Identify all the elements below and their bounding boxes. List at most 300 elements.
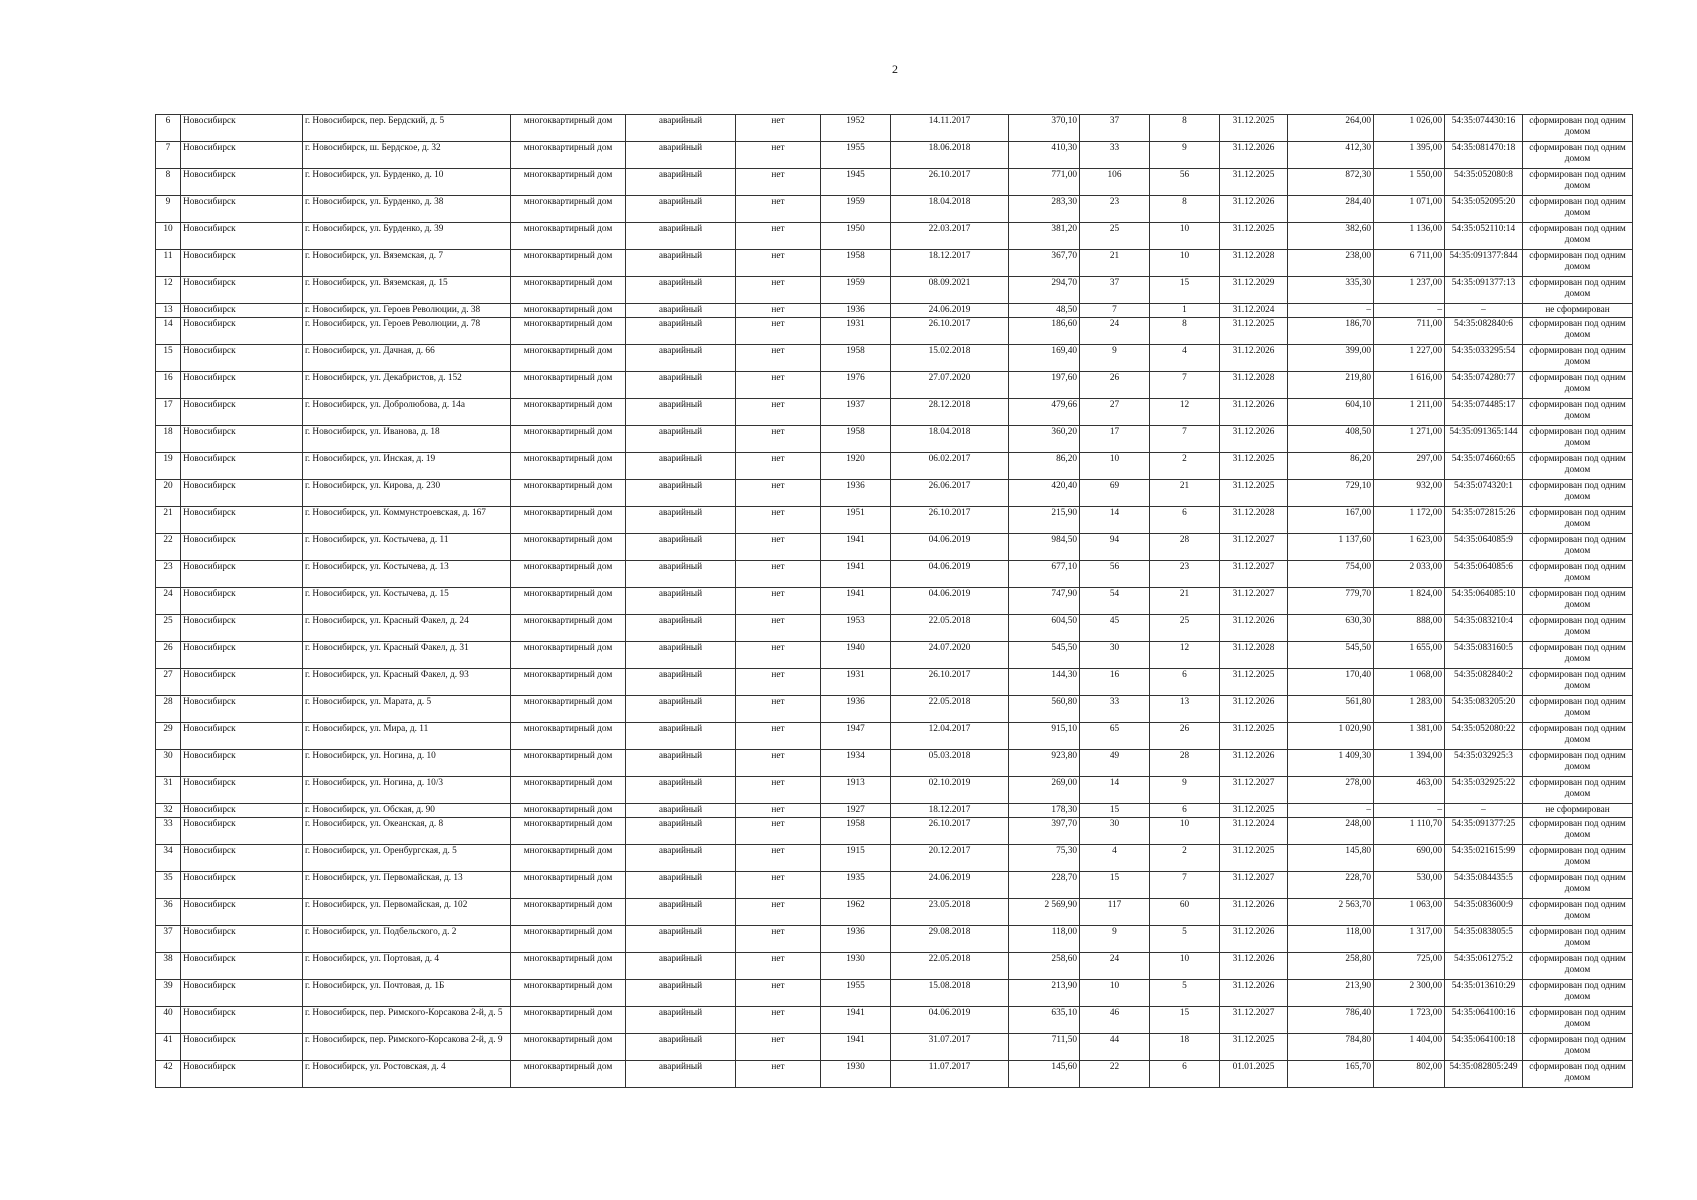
cell-reconstruction-flag: нет: [736, 723, 821, 750]
table-row: [156, 777, 1633, 804]
table-row: [156, 696, 1633, 723]
cell-cadastral-number: 54:35:083210:4: [1445, 615, 1523, 642]
cell-construction-year: 1931: [821, 318, 891, 345]
cell-living-area: 397,70: [1009, 818, 1080, 845]
cell-construction-year: 1936: [821, 304, 891, 318]
cell-house-status: аварийный: [626, 345, 736, 372]
cell-settlement-name: Новосибирск: [181, 750, 303, 777]
cell-land-plot-status: сформирован под одним домом: [1523, 399, 1633, 426]
cell-cadastral-area: 1 227,00: [1374, 345, 1445, 372]
cell-apartments-count: 1: [1150, 304, 1220, 318]
cell-emergency-date: 20.12.2017: [891, 845, 1009, 872]
cell-reconstruction-flag: нет: [736, 980, 821, 1007]
cell-resettlement-deadline: 31.12.2026: [1220, 426, 1288, 453]
cell-house-type: многоквартирный дом: [511, 750, 626, 777]
table-row: [156, 804, 1633, 818]
cell-resettlement-deadline: 31.12.2026: [1220, 142, 1288, 169]
cell-apartments-count: 18: [1150, 1034, 1220, 1061]
cell-construction-year: 1953: [821, 615, 891, 642]
cell-emergency-date: 24.07.2020: [891, 642, 1009, 669]
cell-house-status: аварийный: [626, 561, 736, 588]
cell-cadastral-number: 54:35:052080:22: [1445, 723, 1523, 750]
cell-living-area: 75,30: [1009, 845, 1080, 872]
cell-settlement-name: Новосибирск: [181, 399, 303, 426]
cell-cadastral-number: 54:35:082840:6: [1445, 318, 1523, 345]
cell-residents-count: 54: [1080, 588, 1150, 615]
cell-land-plot-status: сформирован под одним домом: [1523, 426, 1633, 453]
cell-row-number: 9: [156, 196, 181, 223]
cell-land-plot-status: сформирован под одним домом: [1523, 223, 1633, 250]
cell-living-area: 144,30: [1009, 669, 1080, 696]
cell-cadastral-number: –: [1445, 304, 1523, 318]
table-row: [156, 723, 1633, 750]
cell-address: г. Новосибирск, ул. Мира, д. 11: [303, 723, 511, 750]
cell-cadastral-area: 1 394,00: [1374, 750, 1445, 777]
cell-house-status: аварийный: [626, 777, 736, 804]
cell-living-area: 213,90: [1009, 980, 1080, 1007]
cell-cadastral-area: 1 381,00: [1374, 723, 1445, 750]
cell-residents-count: 24: [1080, 953, 1150, 980]
cell-land-area: 228,70: [1288, 872, 1374, 899]
cell-apartments-count: 5: [1150, 980, 1220, 1007]
cell-land-area: 412,30: [1288, 142, 1374, 169]
cell-resettlement-deadline: 31.12.2025: [1220, 453, 1288, 480]
cell-land-plot-status: сформирован под одним домом: [1523, 318, 1633, 345]
cell-reconstruction-flag: нет: [736, 223, 821, 250]
cell-apartments-count: 21: [1150, 480, 1220, 507]
table-row: [156, 669, 1633, 696]
cell-house-type: многоквартирный дом: [511, 615, 626, 642]
cell-cadastral-area: 530,00: [1374, 872, 1445, 899]
cell-reconstruction-flag: нет: [736, 345, 821, 372]
cell-cadastral-number: 54:35:074280:77: [1445, 372, 1523, 399]
cell-settlement-name: Новосибирск: [181, 223, 303, 250]
cell-house-type: многоквартирный дом: [511, 507, 626, 534]
cell-row-number: 11: [156, 250, 181, 277]
cell-land-area: 219,80: [1288, 372, 1374, 399]
cell-row-number: 14: [156, 318, 181, 345]
cell-resettlement-deadline: 31.12.2029: [1220, 277, 1288, 304]
cell-land-area: 399,00: [1288, 345, 1374, 372]
cell-resettlement-deadline: 31.12.2027: [1220, 534, 1288, 561]
cell-residents-count: 30: [1080, 818, 1150, 845]
cell-cadastral-area: –: [1374, 304, 1445, 318]
cell-cadastral-number: 54:35:064085:10: [1445, 588, 1523, 615]
cell-cadastral-number: 54:35:091377:25: [1445, 818, 1523, 845]
cell-reconstruction-flag: нет: [736, 642, 821, 669]
table-row: [156, 926, 1633, 953]
cell-cadastral-number: 54:35:084435:5: [1445, 872, 1523, 899]
cell-reconstruction-flag: нет: [736, 615, 821, 642]
cell-living-area: 420,40: [1009, 480, 1080, 507]
cell-house-type: многоквартирный дом: [511, 926, 626, 953]
cell-settlement-name: Новосибирск: [181, 777, 303, 804]
cell-row-number: 20: [156, 480, 181, 507]
cell-residents-count: 14: [1080, 777, 1150, 804]
cell-land-area: –: [1288, 804, 1374, 818]
cell-living-area: 360,20: [1009, 426, 1080, 453]
cell-land-area: 145,80: [1288, 845, 1374, 872]
cell-emergency-date: 06.02.2017: [891, 453, 1009, 480]
cell-land-area: 604,10: [1288, 399, 1374, 426]
cell-cadastral-number: 54:35:083160:5: [1445, 642, 1523, 669]
cell-apartments-count: 13: [1150, 696, 1220, 723]
cell-living-area: 197,60: [1009, 372, 1080, 399]
cell-residents-count: 69: [1080, 480, 1150, 507]
cell-living-area: 294,70: [1009, 277, 1080, 304]
cell-house-type: многоквартирный дом: [511, 723, 626, 750]
cell-reconstruction-flag: нет: [736, 426, 821, 453]
table-row: [156, 845, 1633, 872]
cell-row-number: 8: [156, 169, 181, 196]
cell-land-area: 2 563,70: [1288, 899, 1374, 926]
cell-emergency-date: 27.07.2020: [891, 372, 1009, 399]
cell-land-area: 165,70: [1288, 1061, 1374, 1088]
cell-resettlement-deadline: 31.12.2027: [1220, 872, 1288, 899]
cell-settlement-name: Новосибирск: [181, 899, 303, 926]
cell-land-area: 1 137,60: [1288, 534, 1374, 561]
cell-land-plot-status: сформирован под одним домом: [1523, 196, 1633, 223]
cell-resettlement-deadline: 31.12.2025: [1220, 845, 1288, 872]
cell-living-area: 711,50: [1009, 1034, 1080, 1061]
table-row: [156, 980, 1633, 1007]
cell-apartments-count: 10: [1150, 250, 1220, 277]
cell-row-number: 21: [156, 507, 181, 534]
cell-resettlement-deadline: 31.12.2028: [1220, 507, 1288, 534]
cell-address: г. Новосибирск, ул. Оренбургская, д. 5: [303, 845, 511, 872]
cell-cadastral-number: 54:35:013610:29: [1445, 980, 1523, 1007]
cell-living-area: 771,00: [1009, 169, 1080, 196]
cell-address: г. Новосибирск, ул. Ростовская, д. 4: [303, 1061, 511, 1088]
cell-residents-count: 33: [1080, 696, 1150, 723]
cell-land-area: 186,70: [1288, 318, 1374, 345]
cell-land-plot-status: сформирован под одним домом: [1523, 142, 1633, 169]
cell-reconstruction-flag: нет: [736, 953, 821, 980]
cell-construction-year: 1958: [821, 426, 891, 453]
cell-cadastral-number: 54:35:064100:16: [1445, 1007, 1523, 1034]
cell-residents-count: 44: [1080, 1034, 1150, 1061]
cell-row-number: 10: [156, 223, 181, 250]
cell-living-area: 215,90: [1009, 507, 1080, 534]
cell-construction-year: 1958: [821, 818, 891, 845]
table-row: [156, 642, 1633, 669]
cell-apartments-count: 2: [1150, 845, 1220, 872]
cell-resettlement-deadline: 31.12.2026: [1220, 345, 1288, 372]
cell-resettlement-deadline: 31.12.2026: [1220, 696, 1288, 723]
cell-resettlement-deadline: 31.12.2026: [1220, 196, 1288, 223]
cell-land-area: 118,00: [1288, 926, 1374, 953]
cell-apartments-count: 12: [1150, 642, 1220, 669]
cell-settlement-name: Новосибирск: [181, 642, 303, 669]
cell-living-area: 479,66: [1009, 399, 1080, 426]
cell-land-plot-status: сформирован под одним домом: [1523, 480, 1633, 507]
cell-house-type: многоквартирный дом: [511, 872, 626, 899]
cell-house-status: аварийный: [626, 372, 736, 399]
cell-land-area: 1 020,90: [1288, 723, 1374, 750]
cell-cadastral-number: 54:35:091365:144: [1445, 426, 1523, 453]
cell-apartments-count: 7: [1150, 426, 1220, 453]
cell-settlement-name: Новосибирск: [181, 277, 303, 304]
cell-emergency-date: 18.06.2018: [891, 142, 1009, 169]
cell-reconstruction-flag: нет: [736, 669, 821, 696]
cell-house-type: многоквартирный дом: [511, 453, 626, 480]
cell-reconstruction-flag: нет: [736, 872, 821, 899]
cell-row-number: 18: [156, 426, 181, 453]
cell-cadastral-area: 1 136,00: [1374, 223, 1445, 250]
cell-land-plot-status: сформирован под одним домом: [1523, 507, 1633, 534]
cell-land-plot-status: сформирован под одним домом: [1523, 115, 1633, 142]
cell-house-type: многоквартирный дом: [511, 696, 626, 723]
cell-emergency-date: 22.03.2017: [891, 223, 1009, 250]
cell-residents-count: 56: [1080, 561, 1150, 588]
cell-house-status: аварийный: [626, 507, 736, 534]
cell-residents-count: 4: [1080, 845, 1150, 872]
cell-construction-year: 1920: [821, 453, 891, 480]
cell-resettlement-deadline: 31.12.2025: [1220, 669, 1288, 696]
cell-resettlement-deadline: 31.12.2025: [1220, 804, 1288, 818]
table-row: [156, 588, 1633, 615]
cell-cadastral-area: 1 283,00: [1374, 696, 1445, 723]
cell-resettlement-deadline: 31.12.2026: [1220, 899, 1288, 926]
cell-residents-count: 45: [1080, 615, 1150, 642]
cell-living-area: 258,60: [1009, 953, 1080, 980]
cell-cadastral-area: –: [1374, 804, 1445, 818]
cell-living-area: 283,30: [1009, 196, 1080, 223]
cell-emergency-date: 26.10.2017: [891, 318, 1009, 345]
cell-row-number: 29: [156, 723, 181, 750]
cell-address: г. Новосибирск, ул. Дачная, д. 66: [303, 345, 511, 372]
table-row: [156, 534, 1633, 561]
cell-reconstruction-flag: нет: [736, 1061, 821, 1088]
cell-cadastral-number: 54:35:082805:249: [1445, 1061, 1523, 1088]
cell-house-status: аварийный: [626, 818, 736, 845]
cell-emergency-date: 11.07.2017: [891, 1061, 1009, 1088]
cell-house-status: аварийный: [626, 750, 736, 777]
cell-residents-count: 15: [1080, 872, 1150, 899]
cell-residents-count: 65: [1080, 723, 1150, 750]
cell-apartments-count: 7: [1150, 372, 1220, 399]
cell-land-plot-status: сформирован под одним домом: [1523, 277, 1633, 304]
cell-reconstruction-flag: нет: [736, 480, 821, 507]
cell-apartments-count: 10: [1150, 818, 1220, 845]
cell-resettlement-deadline: 31.12.2027: [1220, 777, 1288, 804]
housing-registry-table: [155, 114, 1633, 1088]
cell-residents-count: 16: [1080, 669, 1150, 696]
cell-residents-count: 9: [1080, 345, 1150, 372]
cell-resettlement-deadline: 31.12.2026: [1220, 926, 1288, 953]
table-row: [156, 1007, 1633, 1034]
cell-house-type: многоквартирный дом: [511, 561, 626, 588]
cell-reconstruction-flag: нет: [736, 142, 821, 169]
cell-living-area: 560,80: [1009, 696, 1080, 723]
cell-house-type: многоквартирный дом: [511, 1061, 626, 1088]
cell-apartments-count: 6: [1150, 1061, 1220, 1088]
cell-cadastral-area: 1 404,00: [1374, 1034, 1445, 1061]
cell-house-status: аварийный: [626, 1007, 736, 1034]
cell-address: г. Новосибирск, ш. Бердское, д. 32: [303, 142, 511, 169]
cell-emergency-date: 15.08.2018: [891, 980, 1009, 1007]
cell-construction-year: 1913: [821, 777, 891, 804]
cell-apartments-count: 8: [1150, 318, 1220, 345]
cell-land-plot-status: сформирован под одним домом: [1523, 534, 1633, 561]
cell-land-plot-status: сформирован под одним домом: [1523, 561, 1633, 588]
cell-emergency-date: 18.04.2018: [891, 196, 1009, 223]
cell-construction-year: 1941: [821, 534, 891, 561]
cell-row-number: 17: [156, 399, 181, 426]
cell-cadastral-number: 54:35:082840:2: [1445, 669, 1523, 696]
cell-apartments-count: 6: [1150, 507, 1220, 534]
table-row: [156, 142, 1633, 169]
cell-reconstruction-flag: нет: [736, 818, 821, 845]
cell-land-area: 278,00: [1288, 777, 1374, 804]
cell-construction-year: 1945: [821, 169, 891, 196]
cell-emergency-date: 22.05.2018: [891, 615, 1009, 642]
cell-row-number: 12: [156, 277, 181, 304]
cell-house-status: аварийный: [626, 115, 736, 142]
cell-address: г. Новосибирск, ул. Героев Революции, д. 38: [303, 304, 511, 318]
cell-settlement-name: Новосибирск: [181, 669, 303, 696]
cell-settlement-name: Новосибирск: [181, 453, 303, 480]
cell-living-area: 604,50: [1009, 615, 1080, 642]
cell-construction-year: 1940: [821, 642, 891, 669]
cell-apartments-count: 60: [1150, 899, 1220, 926]
cell-land-plot-status: сформирован под одним домом: [1523, 169, 1633, 196]
cell-house-status: аварийный: [626, 723, 736, 750]
cell-land-area: 86,20: [1288, 453, 1374, 480]
cell-living-area: 923,80: [1009, 750, 1080, 777]
cell-construction-year: 1958: [821, 250, 891, 277]
cell-land-plot-status: сформирован под одним домом: [1523, 723, 1633, 750]
cell-house-status: аварийный: [626, 250, 736, 277]
table-row: [156, 115, 1633, 142]
cell-settlement-name: Новосибирск: [181, 345, 303, 372]
cell-reconstruction-flag: нет: [736, 926, 821, 953]
cell-settlement-name: Новосибирск: [181, 372, 303, 399]
cell-emergency-date: 15.02.2018: [891, 345, 1009, 372]
cell-reconstruction-flag: нет: [736, 1034, 821, 1061]
cell-living-area: 381,20: [1009, 223, 1080, 250]
cell-living-area: 118,00: [1009, 926, 1080, 953]
cell-cadastral-area: 725,00: [1374, 953, 1445, 980]
cell-cadastral-area: 6 711,00: [1374, 250, 1445, 277]
cell-resettlement-deadline: 31.12.2024: [1220, 304, 1288, 318]
cell-house-type: многоквартирный дом: [511, 480, 626, 507]
cell-address: г. Новосибирск, ул. Красный Факел, д. 24: [303, 615, 511, 642]
cell-cadastral-area: 1 071,00: [1374, 196, 1445, 223]
cell-resettlement-deadline: 31.12.2026: [1220, 980, 1288, 1007]
cell-cadastral-area: 1 824,00: [1374, 588, 1445, 615]
cell-land-area: 213,90: [1288, 980, 1374, 1007]
cell-construction-year: 1959: [821, 277, 891, 304]
cell-cadastral-area: 2 300,00: [1374, 980, 1445, 1007]
cell-house-type: многоквартирный дом: [511, 980, 626, 1007]
cell-apartments-count: 5: [1150, 926, 1220, 953]
table-row: [156, 507, 1633, 534]
cell-land-plot-status: сформирован под одним домом: [1523, 669, 1633, 696]
cell-settlement-name: Новосибирск: [181, 872, 303, 899]
cell-house-status: аварийный: [626, 223, 736, 250]
cell-cadastral-area: 1 172,00: [1374, 507, 1445, 534]
cell-living-area: 145,60: [1009, 1061, 1080, 1088]
cell-reconstruction-flag: нет: [736, 399, 821, 426]
table-row: [156, 818, 1633, 845]
table-row: [156, 169, 1633, 196]
cell-row-number: 37: [156, 926, 181, 953]
cell-residents-count: 30: [1080, 642, 1150, 669]
cell-living-area: 545,50: [1009, 642, 1080, 669]
cell-cadastral-area: 932,00: [1374, 480, 1445, 507]
cell-cadastral-number: 54:35:074660:65: [1445, 453, 1523, 480]
cell-reconstruction-flag: нет: [736, 318, 821, 345]
cell-construction-year: 1941: [821, 588, 891, 615]
cell-emergency-date: 22.05.2018: [891, 953, 1009, 980]
cell-resettlement-deadline: 31.12.2025: [1220, 115, 1288, 142]
cell-emergency-date: 02.10.2019: [891, 777, 1009, 804]
cell-cadastral-area: 1 655,00: [1374, 642, 1445, 669]
cell-land-area: 382,60: [1288, 223, 1374, 250]
cell-settlement-name: Новосибирск: [181, 696, 303, 723]
cell-construction-year: 1930: [821, 1061, 891, 1088]
cell-reconstruction-flag: нет: [736, 304, 821, 318]
cell-settlement-name: Новосибирск: [181, 196, 303, 223]
cell-settlement-name: Новосибирск: [181, 845, 303, 872]
cell-apartments-count: 8: [1150, 196, 1220, 223]
cell-cadastral-area: 1 623,00: [1374, 534, 1445, 561]
cell-address: г. Новосибирск, ул. Инская, д. 19: [303, 453, 511, 480]
cell-living-area: 915,10: [1009, 723, 1080, 750]
cell-house-status: аварийный: [626, 1034, 736, 1061]
cell-resettlement-deadline: 31.12.2027: [1220, 561, 1288, 588]
table-row: [156, 453, 1633, 480]
cell-land-area: 729,10: [1288, 480, 1374, 507]
table-row: [156, 750, 1633, 777]
cell-row-number: 35: [156, 872, 181, 899]
cell-address: г. Новосибирск, ул. Почтовая, д. 1Б: [303, 980, 511, 1007]
cell-living-area: 178,30: [1009, 804, 1080, 818]
cell-resettlement-deadline: 31.12.2026: [1220, 750, 1288, 777]
cell-reconstruction-flag: нет: [736, 534, 821, 561]
cell-row-number: 19: [156, 453, 181, 480]
cell-house-status: аварийный: [626, 169, 736, 196]
cell-land-plot-status: сформирован под одним домом: [1523, 1061, 1633, 1088]
cell-settlement-name: Новосибирск: [181, 1034, 303, 1061]
cell-emergency-date: 26.10.2017: [891, 669, 1009, 696]
cell-house-type: многоквартирный дом: [511, 372, 626, 399]
cell-emergency-date: 22.05.2018: [891, 696, 1009, 723]
cell-emergency-date: 31.07.2017: [891, 1034, 1009, 1061]
cell-reconstruction-flag: нет: [736, 696, 821, 723]
cell-house-type: многоквартирный дом: [511, 169, 626, 196]
table-row: [156, 304, 1633, 318]
cell-construction-year: 1950: [821, 223, 891, 250]
cell-emergency-date: 24.06.2019: [891, 872, 1009, 899]
cell-residents-count: 94: [1080, 534, 1150, 561]
cell-residents-count: 26: [1080, 372, 1150, 399]
cell-row-number: 16: [156, 372, 181, 399]
cell-residents-count: 14: [1080, 507, 1150, 534]
cell-residents-count: 17: [1080, 426, 1150, 453]
cell-address: г. Новосибирск, ул. Добролюбова, д. 14а: [303, 399, 511, 426]
cell-land-area: 779,70: [1288, 588, 1374, 615]
cell-address: г. Новосибирск, ул. Декабристов, д. 152: [303, 372, 511, 399]
cell-apartments-count: 10: [1150, 953, 1220, 980]
cell-settlement-name: Новосибирск: [181, 561, 303, 588]
cell-row-number: 41: [156, 1034, 181, 1061]
cell-land-area: 248,00: [1288, 818, 1374, 845]
cell-resettlement-deadline: 01.01.2025: [1220, 1061, 1288, 1088]
cell-apartments-count: 6: [1150, 804, 1220, 818]
cell-living-area: 677,10: [1009, 561, 1080, 588]
